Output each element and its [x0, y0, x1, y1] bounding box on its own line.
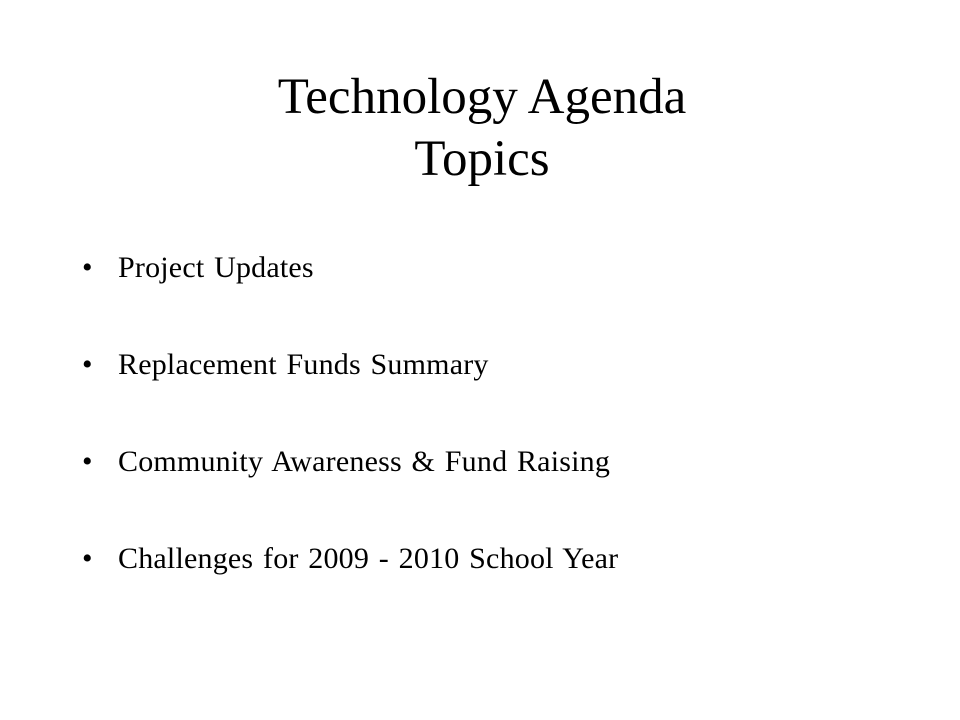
topic-replacement-funds-summary: Replacement Funds Summary	[118, 348, 489, 381]
bullet-icon: •	[82, 542, 93, 575]
slide-title	[0, 66, 960, 190]
bullet-icon: •	[82, 251, 93, 284]
bullet-icon: •	[82, 445, 93, 478]
topic-challenges: Challenges for 2009 - 2010 School Year	[118, 542, 619, 575]
slide-title-line-1: Technology Agenda	[277, 69, 687, 125]
topic-community-awareness: Community Awareness & Fund Raising	[118, 445, 611, 478]
bullet-icon: •	[82, 348, 93, 381]
slide-title-line-2: Topics	[414, 131, 550, 187]
topic-project-updates: Project Updates	[118, 251, 314, 284]
